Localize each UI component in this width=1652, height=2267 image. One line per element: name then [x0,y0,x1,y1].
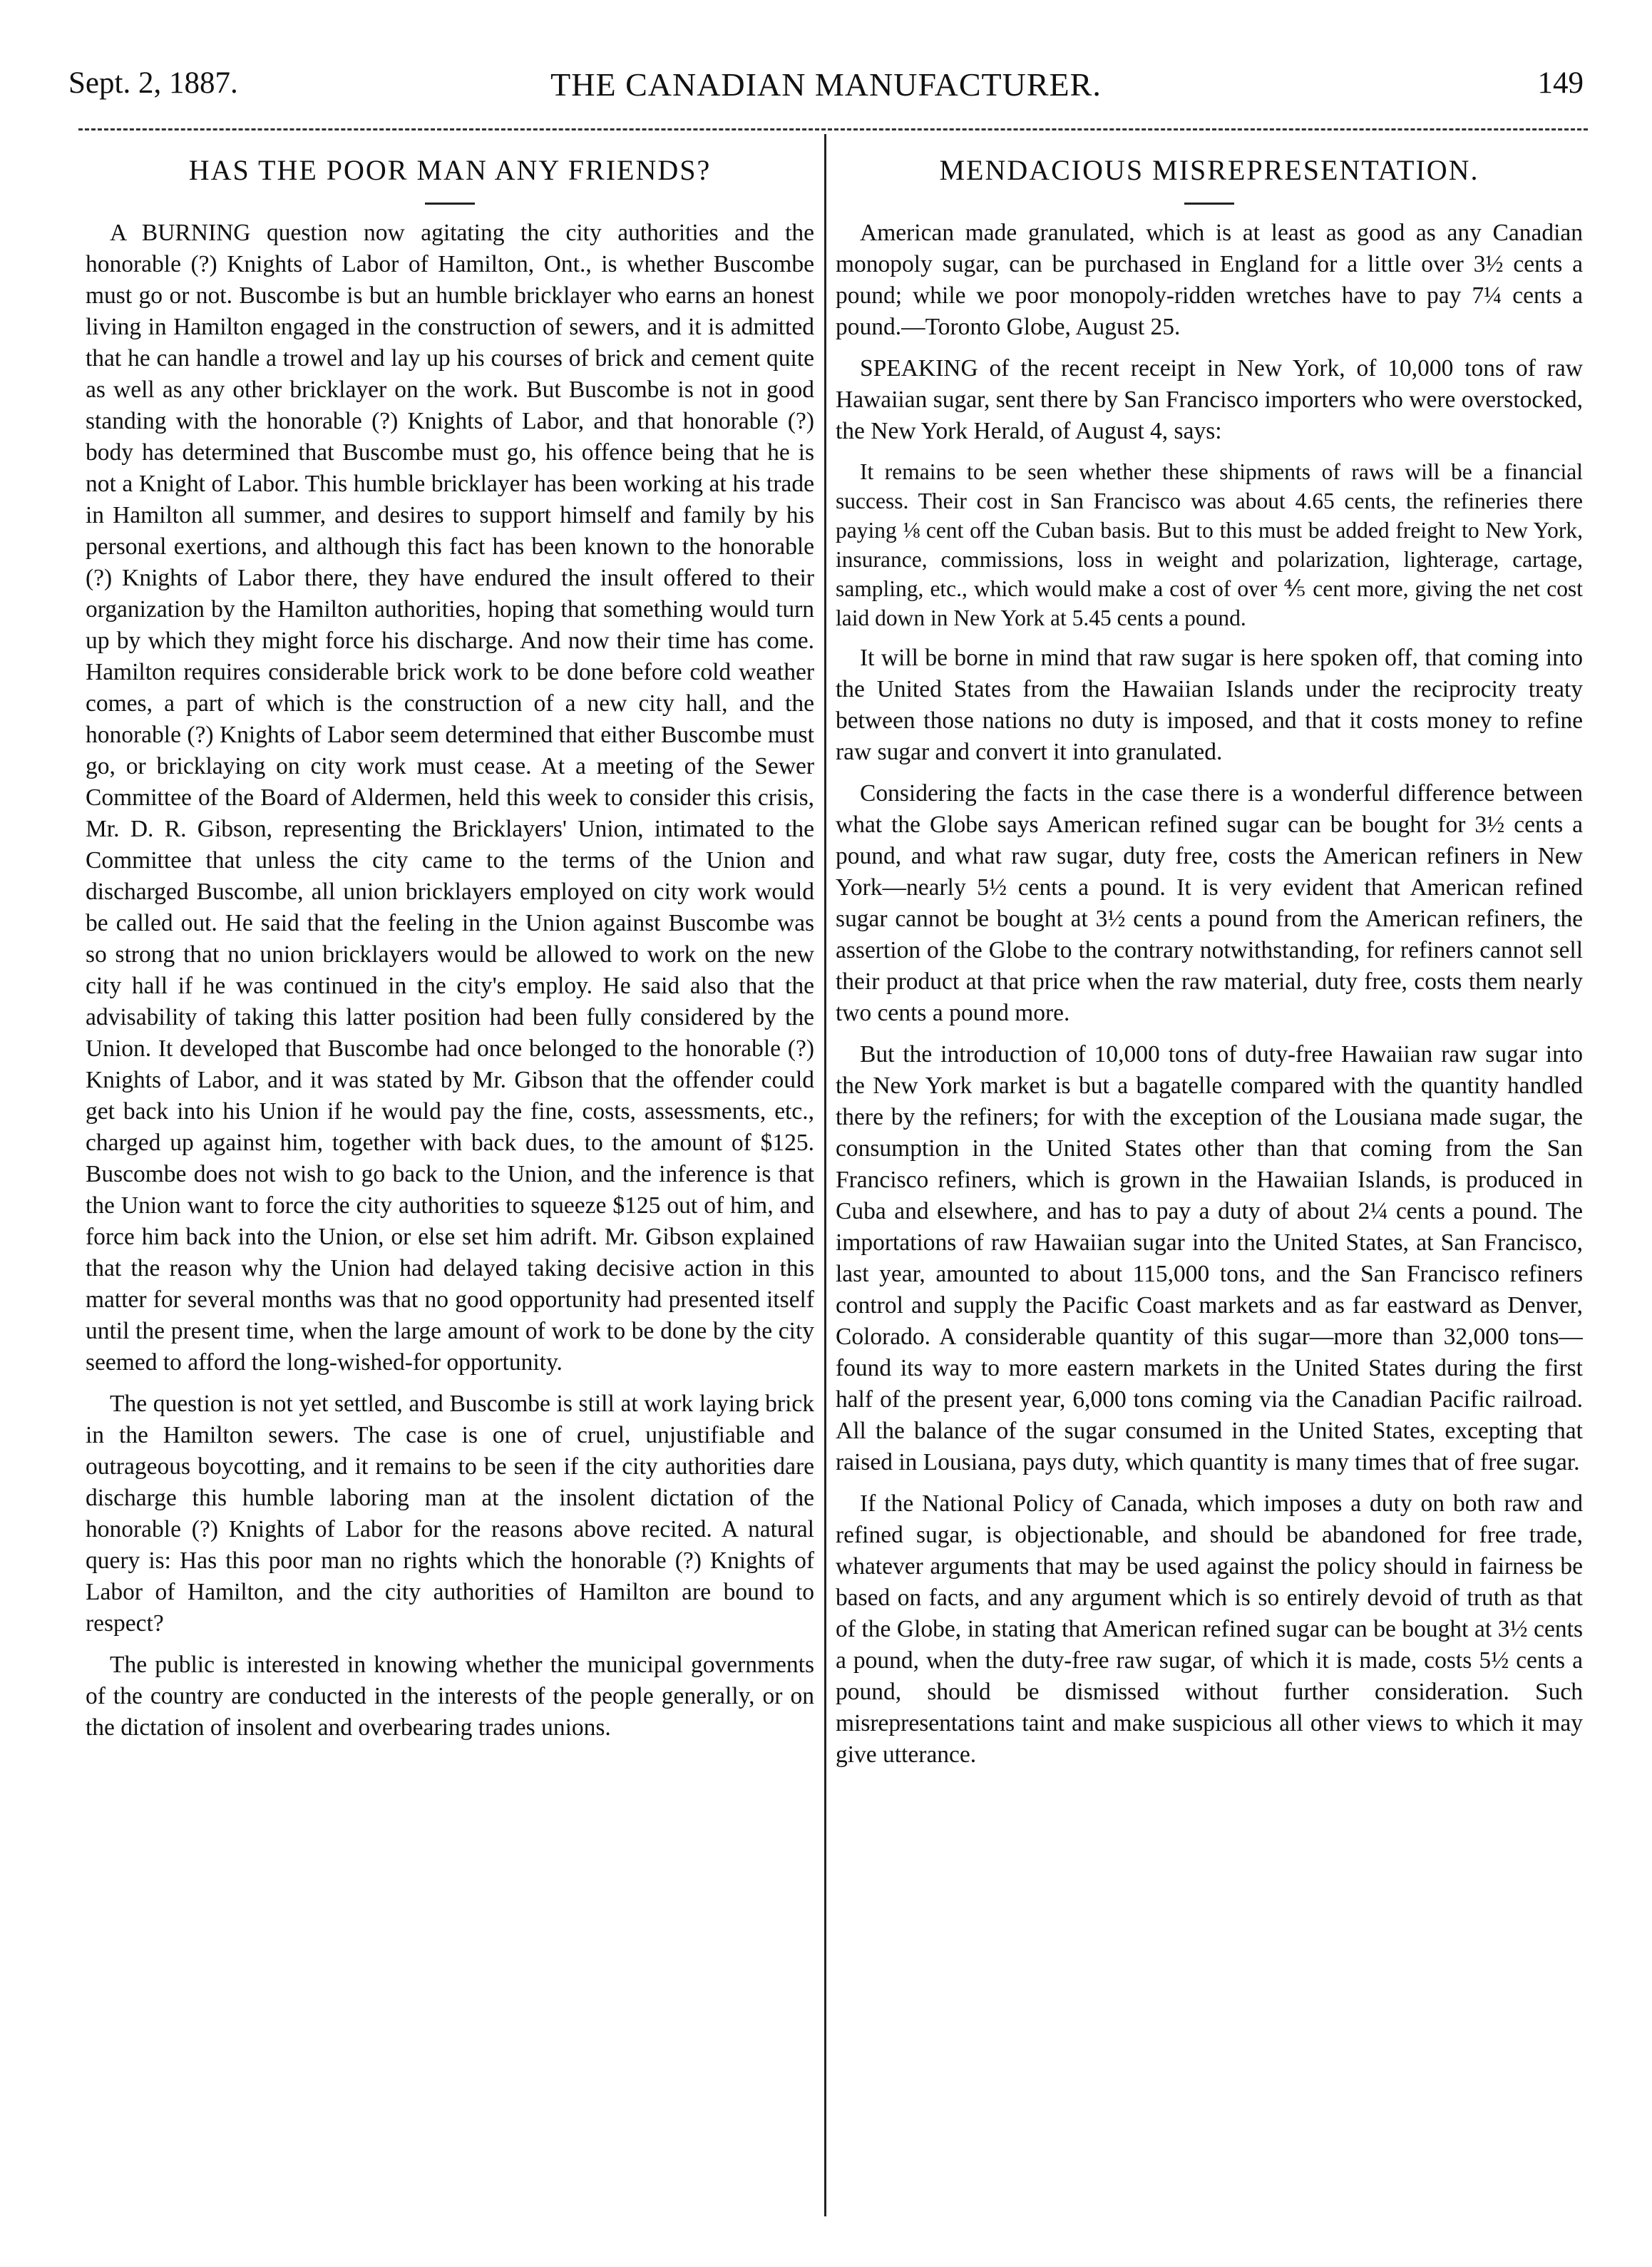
right-paragraph-5: Considering the facts in the case there is a wonderful difference between what the Globe says American refined sugar can be bought for 3½ cents a pound, and what raw sugar, duty free, costs the American refiners in New York—nearly 5½ cents a pound. It is very evident that American refined sugar cannot be bought at 3½ cents a pound from the American refiners, the assertion of the Globe to the contrary notwithstanding, for refiners cannot sell their product at that price when the raw material, duty free, costs them nearly two cents a pound more. [836,780,1583,1026]
right-paragraph-1: American made granulated, which is at least as good as any Canadian monopoly sugar, can be purchased in England for a little over 3½ cents a pound; while we poor monopoly-ridden wretches have to pay 7¼ cents a pound.—Toronto Globe, August 25. [836,220,1583,340]
publication-title: THE CANADIAN MANUFACTURER. [550,66,1102,103]
left-paragraph-2: The question is not yet settled, and Buscombe is still at work laying brick in the Hamilton sewers. The case is one of cruel, unjustifiable and outrageous boycotting, and it remains to be seen if the city authorities dare discharge this humble laboring man at the insolent dictation of the honorable (?) Knights of Labor for the reasons above recited. A natural query is: Has this poor man no rights which the honorable (?) Knights of Labor of Hamilton, and the city authorities of Hamilton are bound to respect? [86,1391,814,1637]
header-rule [78,128,1588,131]
issue-date: Sept. 2, 1887. [68,66,238,100]
page-header [68,66,1584,116]
left-article [86,146,814,2228]
right-paragraph-6: But the introduction of 10,000 tons of duty-free Hawaiian raw sugar into the New York market is but a bagatelle compared with the quantity handled there by the refiners; for with the exception of the Lousiana made sugar, the consumption in the United States other than that coming from the San Francisco refiners, which is grown in the Hawaiian Islands, is produced in Cuba and elsewhere, and has to pay a duty of about 2¼ cents a pound. The importations of raw Hawaiian sugar into the United States, at San Francisco, last year, amounted to about 115,000 tons, and the San Francisco refiners control and supply the Pacific Coast markets and as far eastward as Denver, Colorado. A considerable quantity of this sugar—more than 32,000 tons—found its way to more eastern markets in the United States during the first half of the present year, 6,000 tons coming via the Canadian Pacific railroad. All the balance of the sugar consumed in the United States, excepting that raised in Lousiana, pays duty, which quantity is many times that of free sugar. [836,1041,1583,1475]
right-quoted-paragraph: It remains to be seen whether these shipments of raws will be a financial success. Their cost in San Francisco was about 4.65 cents, the refineries there paying ⅛ cent off the Cuban basis. But to this must be added freight to New York, insurance, commissions, loss in weight and polarization, lighterage, cartage, sampling, etc., which would make a cost of over ⅘ cent more, giving the net cost laid down in New York at 5.45 cents a pound. [836,459,1583,630]
right-paragraph-7: If the National Policy of Canada, which imposes a duty on both raw and refined sugar, is objectionable, and should be abandoned for free trade, whatever arguments that may be used against the policy should in fairness be based on facts, and any argument which is so entirely devoid of truth as that of the Globe, in stating that American refined sugar can be bought at 3½ cents a pound, when the duty-free raw sugar, of which it is made, costs 5½ cents a pound, should be dismissed without further consideration. Such misrepresentations taint and make suspicious all other views to which it may give utterance. [836,1490,1583,1768]
column-divider [824,134,826,2216]
left-article-title: HAS THE POOR MAN ANY FRIENDS? [188,154,712,186]
title-rule [1184,203,1234,205]
page-number: 149 [1537,66,1584,100]
right-article [836,146,1583,2228]
left-paragraph-1: A BURNING question now agitating the city authorities and the honorable (?) Knights of Labor of Hamilton, Ont., is whether Buscombe must go or not. Buscombe is but an humble bricklayer who earns an honest living in Hamilton engaged in the construction of sewers, and it is admitted that he can handle a trowel and lay up his courses of brick and cement quite as well as any other bricklayer on the work. But Buscombe is not in good standing with the honorable (?) Knights of Labor, and that honorable (?) body has determined that Buscombe must go, his offence being that he is not a Knight of Labor. This humble bricklayer has been working at his trade in Hamilton all summer, and desires to support himself and family by his personal exertions, and although this fact has been known to the honorable (?) Knights of Labor there, they have endured the insult offered to their organization by the Hamilton authorities, hoping that something would turn up by which they might force his discharge. And now their time has come. Hamilton requires considerable brick work to be done before cold weather comes, a part of which is the construction of a new city hall, and the honorable (?) Knights of Labor seem determined that either Buscombe must go, or bricklaying on city work must cease. At a meeting of the Sewer Committee of the Board of Aldermen, held this week to consider this crisis, Mr. D. R. Gibson, representing the Bricklayers' Union, intimated to the Committee that unless the city came to the terms of the Union and discharged Buscombe, all union bricklayers employed on city work would be called out. He said that the feeling in the Union against Buscombe was so strong that no union bricklayers would be allowed to work on the new city hall if he was continued in the city's employ. He said also that the advisability of taking this latter position had been fully considered by the Union. It developed that Buscombe had once belonged to the honorable (?) Knights of Labor, and it was stated by Mr. Gibson that the offender could get back into his Union if he would pay the fine, costs, assessments, etc., charged up against him, together with back dues, to the amount of $125. Buscombe does not wish to go back to the Union, and the inference is that the Union want to force the city authorities to squeeze $125 out of him, and force him back into the Union, or else set him adrift. Mr. Gibson explained that the reason why the Union had delayed taking decisive action in this matter for several months was that no good opportunity had presented itself until the present time, when the large amount of work to be done by the city seemed to afford the long-wished-for opportunity. [86,220,814,1376]
title-rule [425,203,475,205]
left-paragraph-3: The public is interested in knowing whether the municipal governments of the country are conducted in the interests of the people generally, or on the dictation of insolent and overbearing trades unions. [86,1652,814,1741]
right-article-title: MENDACIOUS MISREPRESENTATION. [939,154,1479,186]
right-paragraph-4: It will be borne in mind that raw sugar is here spoken off, that coming into the United States from the Hawaiian Islands under the reciprocity treaty between those nations no duty is imposed, and that it costs money to refine raw sugar and convert it into granulated. [836,645,1583,765]
right-paragraph-2: SPEAKING of the recent receipt in New York, of 10,000 tons of raw Hawaiian sugar, sent there by San Francisco importers who were overstocked, the New York Herald, of August 4, says: [836,355,1583,444]
